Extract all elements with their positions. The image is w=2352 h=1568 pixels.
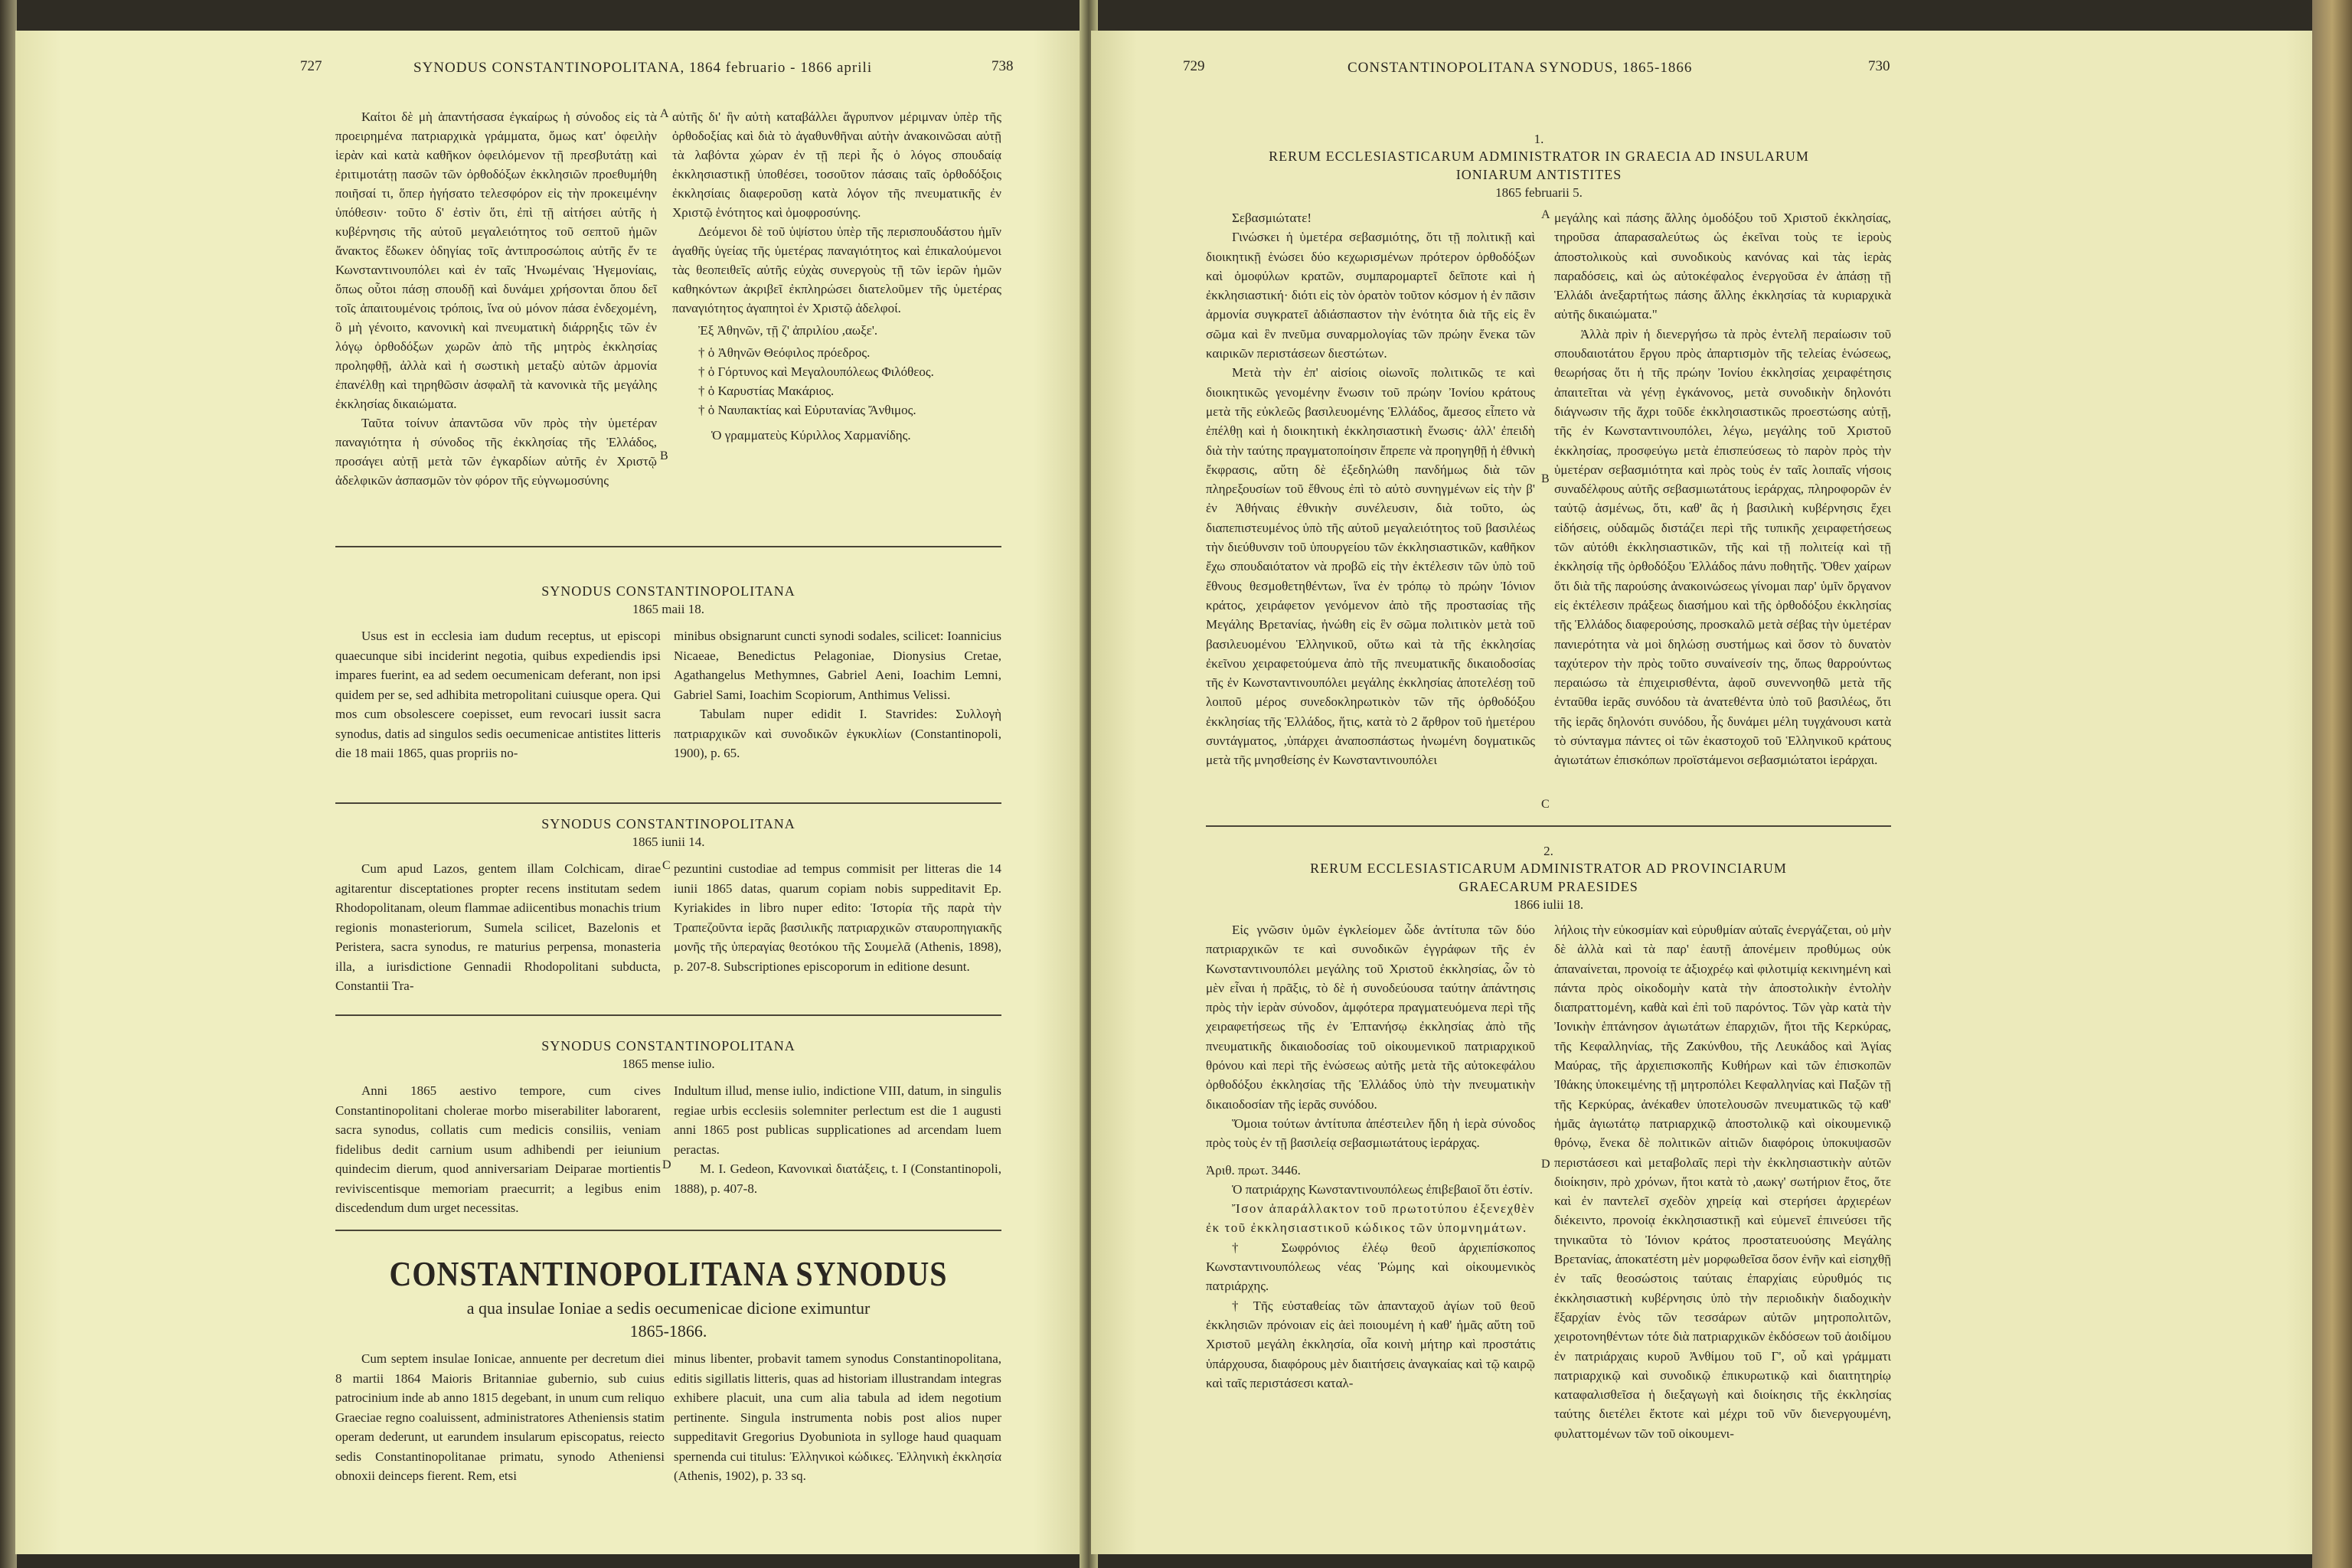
book-edge-right <box>2312 0 2352 1568</box>
column-number-right: 738 <box>991 58 1014 74</box>
greek-column-right <box>1554 208 1891 770</box>
section-date: 1865 mense iulio. <box>622 1057 715 1071</box>
latin-text: Indultum illud, mense iulio, indictione VIII, datum, in singulis regiae urbis ecclesiis solemniter perlectum est die 1 augusti anni 1865 post publicas supplicationes ad arcendam luem peractas. <box>674 1083 1001 1157</box>
secretary: Ὁ γραμματεὺς Κύριλλος Χαρμανίδης. <box>711 428 911 443</box>
greek-letter-right-column <box>672 107 1001 445</box>
latin-text: pezuntini custodiae ad tempus commisit per litteras die 14 iunii 1865 datas, quarum copiam nobis suppeditavit Ep. Kyriakides in libro nuper edito: Ἱστορία τῆς παρὰ τὴν Τραπεζοῦντα ἱερᾶς βασιλικῆς πατριαρχικῶν σταυροπηγιακῆς μονῆς τῆς ὑπεραγίας θεοτόκου τῆς Σουμελᾶ (Athenis, 1898), p. 207-8. Subscriptiones episcoporum in editione desunt. <box>674 861 1001 974</box>
chapter-title: CONSTANTINOPOLITANA SYNODUS <box>389 1253 948 1294</box>
signature: † ὁ Ναυπακτίας καὶ Εὐρυτανίας Ἄνθιμος. <box>698 403 916 417</box>
column-number-left: 727 <box>300 58 322 74</box>
running-head-left: SYNODUS CONSTANTINOPOLITANA, 1864 februario - 1866 aprili <box>413 60 873 76</box>
greek-date: Ἐξ Ἀθηνῶν, τῇ ζ' ἀπριλίου ,αωξε'. <box>698 323 878 338</box>
latin-column-left <box>335 1081 661 1218</box>
greek-text: Καίτοι δὲ μὴ ἀπαντήσασα ἐγκαίρως ἡ σύνοδος εἰς τὰ προειρημένα πατριαρχικὰ γράμματα, ὅμως κατ' ὀφειλὴν ἱερὰν καὶ κατὰ καθῆκον ὀφειλόμενον τῇ πρεσβυτάτῃ καὶ ἐριτιμοτάτῃ πασῶν τῶν ὀρθοδόξων ἐκκλησιῶν προεθυμήθη ποιῆσαί τι, ὅπερ ἠγήσατο τελεσφόρον εἰς τὴν προκειμένην ὑπόθεσιν· τοῦτο δ' ἐστὶν ὅτι, ἐπὶ τῇ αἰτήσει αὐτῆς ἡ κυβέρνησις τῆς αὐτοῦ μεγαλειότητος τοῦ σεπτοῦ ἡμῶν ἄνακτος ἔδωκεν ὁδηγίας τοῖς ἀντιπροσώποις αὐτῆς ἔν τε Κωνσταντινουπόλει καὶ ἐν ταῖς Ἠνωμέναις Ἡγεμονίαις, ὅπως οὗτοι πάσῃ σπουδῇ καὶ δυνάμει χρήσονται ὅπου δεῖ τοῖς ἀπαιτουμένοις τρόποις, ἵνα οὐ μόνον πάσα ἐνδεχομένη, ὃ μὴ γένοιτο, κανονικὴ καὶ πνευματικὴ διάρρηξις τῶν ἐν λόγῳ ὀρθοδόξων χωρῶν ἀπὸ τῆς μητρὸς ἐκκλησίας προληφθῇ, ἀλλὰ καὶ ἡ σωστικὴ μεταξὺ αὐτῶν ἁρμονία ἐπανέλθῃ καὶ τηρηθῶσιν ἀσφαλῆ τὰ κανονικὰ τῆς μεγάλης ἐκκλησίας δικαιώματα. <box>335 109 657 411</box>
latin-column-left <box>335 1349 665 1486</box>
running-head-right: CONSTANTINOPOLITANA SYNODUS, 1865-1866 <box>1348 60 1693 76</box>
margin-letter: C <box>1541 798 1550 811</box>
signature: † ὁ Καρυστίας Μακάριος. <box>698 384 835 398</box>
document-title: IONIARUM ANTISTITES <box>1455 167 1622 182</box>
document-date: 1866 iulii 18. <box>1513 897 1584 912</box>
latin-text: Anni 1865 aestivo tempore, cum cives Constantinopolitani cholerae morbo miserabiliter laborarent, sacra synodus, collatis cum medicis consiliis, veniam fidelibus dedit carnium usum adhibendi per ieiunium quindecim dierum, quod anniversariam Deiparae mortientis reviviscentisque memoriam praecurrit; a legibus enim discedendum dum urget necessitas. <box>335 1083 661 1215</box>
greek-column-right <box>1554 920 1891 1443</box>
greek-text: αὐτῆς δι' ἣν αὐτὴ καταβάλλει ἄγρυπνον μέριμναν ὑπὲρ τῆς ὀρθοδοξίας καὶ διὰ τὸ ἀγαθυνθῆναι αὐτὴν ἀνακοινῶσαι αὐτῇ τὰ λαβόντα χώραν ἐν τῇ περὶ ἧς ὁ λόγος σπουδαίᾳ ἐκκλησιαστικῇ ὑποθέσει, τοσοῦτον πάσαις ταῖς ὀρθοδόξοις ἐκκλησίαις διαφεροῦσῃ κατὰ λόγον τῆς πνευματικῆς ἐν Χριστῷ ἑνότητος καὶ ὁμοφροσύνης. <box>672 109 1001 220</box>
greek-text: † Σωφρόνιος ἐλέῳ θεοῦ ἀρχιεπίσκοπος Κωνσταντινουπόλεως νέας Ῥώμης καὶ οἰκουμενικὸς πατριάρχης. <box>1206 1240 1535 1294</box>
greek-text: Γινώσκει ἡ ὑμετέρα σεβασμιότης, ὅτι τῇ πολιτικῇ καὶ διοικητικῇ ἑνώσει δύο κεχωρισμένων πρότερον ὀρθοδόξων καὶ ὁμοφύλων κρατῶν, συμπαρομαρτεῖ δεῖποτε καὶ ἡ ἐκκλησιαστική· διότι εἰς τὸν ὁρατὸν τοῦτον κόσμον ἡ ἐν πᾶσιν ἁρμονία συγκρατεῖ ἀδιάσπαστον τὴν ἑνότητα διὰ τῆς εἰς ἓν σῶμα καὶ ἓν πνεῦμα συναρμολογίας τῶν πρώην ἕνεκα τῶν καιρικῶν περιστάσεων διεστώτων. <box>1206 230 1535 361</box>
chapter-date: 1865-1866. <box>629 1321 707 1341</box>
greeting: Σεβασμιώτατε! <box>1232 211 1312 225</box>
greek-text: Ὅμοια τούτων ἀντίτυπα ἀπέστειλεν ἤδη ἡ ἱερὰ σύνοδος πρὸς τοὺς ἐν τῇ βασιλείᾳ σεβασμιωτάτους ἱεράρχας. <box>1206 1116 1535 1151</box>
divider <box>335 802 1001 804</box>
right-page <box>1091 31 2316 1554</box>
margin-letter: D <box>1541 1158 1550 1171</box>
book-edge-left <box>0 0 17 1568</box>
divider <box>335 546 1001 547</box>
document-title: RERUM ECCLESIASTICARUM ADMINISTRATOR IN GRAECIA AD INSULARUM <box>1269 149 1809 164</box>
greek-text: Ἀλλὰ πρὶν ἡ διενεργήσω τὰ πρὸς ἐντελῆ περαίωσιν τοῦ σπουδαιοτάτου ἔργου πρὸς ἀπαρτισμὸν τῆς τελείας ἑνώσεως, θεωρήσας ὅτι ἡ τῆς πρώην Ἰονίου ἐκκλησίας χειραφέτησις ἀπαιτεῖται νὰ γένῃ ἐγκάνονος, μετὰ συνοδικὴν δηλονότι διάγνωσιν τῆς ἄχρι τοῦδε ἐκκλησιαστικῶς προεστώσης αὐτῇ, τῆς ἐν Κωνσταντινουπόλει, λέγω, μεγάλης τοῦ Χριστοῦ ἐκκλησίας, προσφεύγω μετὰ ἐπισπεύσεως τὸ παρὸν πρὸς τὴν ὑμετέραν σεβασμιότητα καὶ πρὸς τοὺς ἐν ταῖς λοιπαῖς νήσοις συναδέλφους αὐτῆς σεβασμιωτάτους ἱεράρχας, πληροφορῶν ἐν ταὐτῷ ἀσμένως, ὅτι, καθ' ἃς ἡ βασιλικὴ κυβέρνησις ἔχει εἰδήσεις, οὐδαμῶς διστάζει περὶ τῆς τυπικῆς χειραφετήσεως τῶν αὐτόθι ἐκκλησιαστικῶν, τῆς καὶ τῇ πολιτείᾳ καὶ τῇ ἐκκλησίᾳ τῆς ὀρθοδόξου Ἑλλάδος πάνυ ποθητῆς. Ὅθεν χαίρων ὅτι διὰ τῆς παρούσης ἀνακοινώσεως γίνομαι παρ' ὑμῖν ὄργανον εἰς ἐκτέλεσιν πράξεως διασήμου καὶ τῆς ὀρθοδόξου ἐκκλησίας τῆς Ἑλλάδος διαφερούσης, προσκαλῶ μετὰ σέβας τὴν ὑμετέραν πανιερότητα νὰ μοὶ δηλώσῃ συστήμως καὶ ὅσον τὸ δυνατὸν ταχύτερον τὴν πρὸς τοῦτο συναίνεσίν της, ὅπως θαρρούντως περαιώσω τὰ ἐπιχειρισθέντα, ἀφοῦ συνεννοηθῶ μετὰ τῆς ἐνταῦθα ἱερᾶς συνόδου τὰ ἀνατεθέντα ὑπὸ τοῦ βασιλέως, ὅτι τῆς ἱερᾶς δηλονότι συνόδου, ἧς δυνάμει μέλη τυγχάνουσι κατὰ τὸ σύνταγμα πάντες οἱ τῶν ἑκαστοχοῦ τοῦ Ἑλληνικοῦ κράτους ἁγιωτάτων ἐπισκόπων προϊστάμενοι σεβασμιώτατοι ἱεράρχαι. <box>1554 326 1891 768</box>
latin-text: minibus obsignarunt cuncti synodi sodales, scilicet: Ioannicius Nicaeae, Benedictus Pelagoniae, Dionysius Cretae, Agathangelus Methymnes, Gabriel Aeni, Ioachim Lemni, Gabriel Sami, Ioachim Scopiorum, Anthimus Velissi. <box>674 629 1001 702</box>
document-number: 2. <box>1544 844 1553 858</box>
document-number: 1. <box>1534 132 1544 146</box>
greek-text: Δεόμενοι δὲ τοῦ ὑψίστου ὑπὲρ τῆς περισπουδάστου ἡμῖν ἀγαθῆς ὑγείας τῆς ὑμετέρας παναγιότητος καὶ ἐπικαλούμενοι τὰς θεοπειθεῖς αὐτῆς εὐχὰς συνεργοὺς τῇ τῶν ἱερῶν ἡμῶν καθηκόντων ἀκριβεῖ ἐκπληρώσει διατελοῦμεν τῆς ὑμετέρας παναγιότητος ἀγαπητοὶ ἐν Χριστῷ ἀδελφοί. <box>672 224 1001 315</box>
latin-text: Cum apud Lazos, gentem illam Colchicam, dirae agitarentur disceptationes propter recens institutam sedem Rhodopolitanam, oleum flammae adiicentibus monachis trium regionis monasteriorum, Sumela scilicet, Bazelonis et Peristera, sacra synodus, re maturius perpensa, monasteria illa, a iurisdictione Gennadii Rhodopolitani subducta, Constantii Tra- <box>335 861 661 993</box>
latin-column-left <box>335 626 661 763</box>
section-heading: SYNODUS CONSTANTINOPOLITANA <box>541 816 795 831</box>
greek-column-left <box>1206 920 1535 1393</box>
column-number-right: 730 <box>1868 58 1890 74</box>
latin-text: Usus est in ecclesia iam dudum receptus, ut episcopi quaecunque sibi inciderint negotia, quibus expediendis ipsi impares fuerint, ea ad sedem oecumenicam deferant, non ipsi quidem per se, sed adhibita metropolitani cuiusque opera. Qui mos cum obsolescere coepisset, eum revocari iussit sacra synodus, datis ad singulos sedis oecumenicae antistites litteris die 18 maii 1865, quas propriis no- <box>335 629 661 760</box>
section-heading: SYNODUS CONSTANTINOPOLITANA <box>541 583 795 599</box>
margin-letter: A <box>660 107 669 120</box>
section-heading: SYNODUS CONSTANTINOPOLITANA <box>541 1038 795 1054</box>
signature: † ὁ Ἀθηνῶν Θεόφιλος πρόεδρος. <box>698 345 871 360</box>
divider <box>335 1014 1001 1016</box>
latin-text: Tabulam nuper edidit I. Stavrides: Συλλογὴ πατριαρχικῶν καὶ συνοδικῶν ἐγκυκλίων (Constantinopoli, 1900), p. 65. <box>674 707 1001 760</box>
latin-text: M. I. Gedeon, Κανονικαὶ διατάξεις, t. I (Constantinopoli, 1888), p. 407-8. <box>674 1161 1001 1196</box>
signature-list <box>672 343 1001 420</box>
signature: † ὁ Γόρτυνος καὶ Μεγαλουπόλεως Φιλόθεος. <box>698 364 934 379</box>
document-title: GRAECARUM PRAESIDES <box>1459 879 1638 894</box>
left-page <box>15 31 1083 1554</box>
column-number-left: 729 <box>1183 58 1205 74</box>
margin-letter: A <box>1541 208 1550 221</box>
chapter-subtitle: a qua insulae Ioniae a sedis oecumenicae dicione eximuntur <box>466 1298 871 1318</box>
greek-text: † Τῆς εὐσταθείας τῶν ἁπανταχοῦ ἁγίων τοῦ θεοῦ ἐκκλησιῶν πρόνοιαν εἰς ἀεὶ ποιουμένη ἡ καθ' ἡμᾶς αὕτη τοῦ Χριστοῦ μεγάλη ἐκκλησία, οἷα κοινὴ μήτηρ καὶ προστάτις ὑπάρχουσα, διαφόρους μὲν διαιτήσεις ἀναγκαίας καὶ τῷ καιρῷ καὶ ταῖς περιστάσεσι καταλ- <box>1206 1298 1535 1390</box>
latin-column-right <box>674 1349 1001 1486</box>
greek-text: Ταῦτα τοίνυν ἀπαντῶσα νῦν πρὸς τὴν ὑμετέραν παναγιότητα ἡ σύνοδος τῆς ἐκκλησίας τῆς Ἑλλάδος, προσάγει αὐτῇ μετὰ τῶν ἐγκαρδίων αὐτῆς ἐν Χριστῷ ἀδελφικῶν ἀσπασμῶν τὸν φόρον τῆς εὐγνωμοσύνης <box>335 416 657 488</box>
latin-column-right <box>674 859 1001 976</box>
greek-text: μεγάλης καὶ πάσης ἄλλης ὁμοδόξου τοῦ Χριστοῦ ἐκκλησίας, τηροῦσα ἀπαρασαλεύτως ὡς ἐκεῖναι τοὺς τε ἱεροὺς ἀποστολικοὺς καὶ συνοδικοὺς κανόνας καὶ τὰς ἱερὰς παραδόσεις, καὶ ὡς αὐτοκέφαλος ἐνεργοῦσα ἐν ἀπάσῃ τῇ Ἑλλάδι ἀνεξαρτήτως πάσης ἄλλης ἐκκλησίας τὰ κυριαρχικὰ αὐτῆς δικαιώματα." <box>1554 211 1891 322</box>
document-date: 1865 februarii 5. <box>1495 185 1583 200</box>
divider <box>1206 825 1891 827</box>
latin-text: minus libenter, probavit tamem synodus Constantinopolitana, editis sigillatis litteris, quas ad historiam illustrandam integras exhibere placuit, una cum alia tabula ad idem negotium pertinente. Singula instrumenta nobis post alios nuper suppeditavit Gregorius Dyobuniota in sylloge haud quaquam spernenda cui titulus: Ἐλληνικοὶ κώδικες. Ἑλληνικὴ ἐκκλησία (Athenis, 1902), p. 33 sq. <box>674 1351 1001 1483</box>
latin-column-right <box>674 626 1001 763</box>
margin-letter: B <box>660 449 668 462</box>
document-title: RERUM ECCLESIASTICARUM ADMINISTRATOR AD PROVINCIARUM <box>1310 861 1787 876</box>
greek-letter-left-column <box>335 107 657 490</box>
latin-text: Cum septem insulae Ionicae, annuente per decretum diei 8 martii 1864 Maioris Britanniae gubernio, sub cuius patrocinium inde ab anno 1815 degebant, in unum cum reliquo Graeciae regno coaluissent, administratores Atheniensis statim operam dederunt, ut earundem insularum episcopatus, reiecto sedis Constantinopolitanae primatu, synodo Atheniensi obnoxii deinceps fierent. Rem, etsi <box>335 1351 665 1483</box>
greek-text: Ἴσον ἀπαράλλακτον τοῦ πρωτοτύπου ἐξενεχθὲν ἐκ τοῦ ἐκκλησιαστικοῦ κώδικος τῶν ὑπομνημάτων. <box>1206 1201 1535 1236</box>
greek-text: λήλοις τὴν εὐκοσμίαν καὶ εὐρυθμίαν αὐταῖς ἐνεργάζεται, οὐ μὴν δὲ ἀλλὰ καὶ τὰ παρ' ἑαυτῇ ἀπονέμειν προθύμως οὐκ ἀπαναίνεται, προνοίᾳ τε ἀξιοχρέῳ καὶ φιλοτιμίᾳ κεκινημένη καὶ πάντα πρὸς οἰκοδομὴν κατὰ τὴν ἀποστολικὴν ἐντολὴν διαπραττομένη, καθὰ καὶ ἐπὶ τοῦ παρόντος. Τῶν γὰρ κατὰ τὴν Ἰονικὴν ἑπτάνησον ἁγιωτάτων ἐπαρχιῶν, ἤτοι τῆς Κερκύρας, τῆς Κεφαλληνίας, τῆς Ζακύνθου, τῆς Λευκάδος καὶ Ἁγίας Μαύρας, τῆς ἀρχιεπισκοπῆς Κυθήρων καὶ τῶν ἐπισκοπῶν Ἰθάκης ὑποκειμένης τῇ μητροπόλει Κεφαλληνίας καὶ Παξῶν τῇ τῆς Κερκύρας, ἀνέκαθεν ὑποτελουσῶν πνευματικῶς τῷ καθ' ἡμᾶς ἁγιωτάτῳ πατριαρχικῷ ἀποστολικῷ καὶ οἰκουμενικῷ θρόνῳ, ἕνεκα δὲ πολιτικῶν αἰτιῶν διαφόροις ὑποκυψασῶν περιστάσεσι καὶ μεταβολαῖς περὶ τὴν ἐκκλησιαστικὴν αὐτῶν διοίκησιν, πρὸ χρόνων, ἤτοι κατὰ τὸ ,αωκγ' σωτήριον ἔτος, ὅτε καὶ ἐν παντελεῖ σχεδὸν χηρείᾳ καὶ στερήσει ἀρχιερέων διέκειντο, προνοίᾳ ἐκκλησιαστικῇ καὶ εὐμενεῖ ἐπινεύσει τῆς τηνικαῦτα τὸ Ἰόνιον κράτος προστατευούσης Μεγάλης Βρετανίας, ἀποκατέστη μὲν μορφωθεῖσα ὅσον ἐνῆν καὶ εἰσηχθῇ ἐν ταῖς θεοσώστοις ταύταις ἐπαρχίαις εὐρυθμός τις ἐκκλησιαστικὴ κυβέρνησις ὑπὸ τὴν περιοδικὴν διαδοχικὴν ἔξαρχίαν ἑνὸς τῶν τεσσάρων αὐτῶν μητροπολιτῶν, χειροτονηθέντων τότε διὰ πατριαρχικῶν ἐκδόσεων τοῦ ἀοιδίμου ἐν πατριάρχαις κυροῦ Ἀνθίμου τοῦ Γ', οὗ καὶ γράμματι πατριαρχικῷ καὶ συνοδικῷ ἐπικυρωτικῷ καὶ διαιτητηρίῳ καταφαλισθεῖσα ἡ διεξαγωγὴ καὶ διοίκησις τῆς ἐκκλησίας ταύτης διετέλει ἔκτοτε καὶ μέχρι τοῦ νῦν διενεργουμένη, φυλαττομένων τῶν τοῦ οἰκουμενι- <box>1554 923 1891 1441</box>
latin-column-left <box>335 859 661 996</box>
protocol-number: Ἀριθ. πρωτ. 3446. <box>1206 1162 1301 1178</box>
latin-column-right <box>674 1081 1001 1198</box>
greek-text: Ὁ πατριάρχης Κωνσταντινουπόλεως ἐπιβεβαιοῖ ὅτι ἐστίν. <box>1232 1181 1533 1197</box>
greek-column-left <box>1206 208 1535 770</box>
margin-letter: B <box>1541 472 1550 485</box>
margin-letter: D <box>662 1158 671 1171</box>
section-date: 1865 maii 18. <box>632 602 704 616</box>
margin-letter: C <box>662 859 671 872</box>
greek-text: Εἰς γνῶσιν ὑμῶν ἐγκλείομεν ὧδε ἀντίτυπα τῶν δύο πατριαρχικῶν τε καὶ συνοδικῶν ἐγγράφων τῆς ἐν Κωνσταντινουπόλει μεγάλης τοῦ Χριστοῦ ἐκκλησίας, ὧν τὸ μὲν εἶναι ἡ πρᾶξις, τὸ δὲ ἡ συνοδεύουσα ταύτην ἀπάντησις πρὸς τὴν ἱερὰν σύνοδον, ἀμφότερα πραγματευόμενα περὶ τῆς χειραφετήσεως τῆς ἐν Ἑπτανήσῳ ἐκκλησίας ἀπὸ τῆς πνευματικῆς δικαιοδοσίας τοῦ οἰκουμενικοῦ πατριαρχικοῦ θρόνου καὶ περὶ τῆς ἑνώσεως αὐτῆς μετὰ τῆς αὐτοκεφάλου ὀρθοδόξου ἐκκλησίας τῆς Ἑλλάδος ὑπὸ τὴν πνευματικὴν δικαιοδοσίαν τῆς ἱερᾶς συνόδου. <box>1206 923 1535 1112</box>
greek-text: Μετὰ τὴν ἐπ' αἰσίοις οἰωνοῖς πολιτικῶς τε καὶ διοικητικῶς γενομένην ἕνωσιν τοῦ πρώην Ἰονίου κράτους μετὰ τῆς εὐκλεῶς βασιλευομένης Ἑλλάδος, ἄμεσος εἶπετο νὰ ἐπέλθῃ καὶ ἡ διοικητικὴ ἐκκλησιαστικὴ ἕνωσις· ἀλλ' ἐπειδὴ διὰ τὴν ταύτης πραγματοποίησιν ἔπρεπε νὰ προηγηθῇ ἡ ἐθνικὴ ἔκφρασις, αὕτη δὲ ἐξεδηλώθη πανδήμως διὰ τῶν πληρεξουσίων τοῦ ἔθνους ἐπὶ τὸ αὐτὸ συνηγμένων εἰς τὴν β' ἐν Ἀθήναις ἐθνικὴν συνέλευσιν, διὰ τοῦτο, ὡς διαπεπιστευμένος ὑπὸ τῆς αὐτοῦ μεγαλειότητος τοῦ βασιλέως τὴν διεύθυνσιν τοῦ ὑπουργείου τῶν ἐκκλησιαστικῶν, καθῆκον ἔχω σπουδαιότατον νὰ προβῶ εἰς τὴν ἐκτέλεσιν τῶν ὑπὸ τοῦ ἔθνους θεσμοθετηθέντων, ἵνα ἐν τρόπῳ τὸ πρώην Ἰόνιον κράτος, χειράφετον γενόμενον ἀπὸ τῆς προστασίας τῆς Μεγάλης Βρετανίας, ἠνώθη εἰς ἓν σῶμα πολιτικὸν μετὰ τοῦ βασιλευομένου Ἑλληνικοῦ, οὕτω καὶ τὰ τῆς ἐκκλησίας ἐκεῖνου χειραφετούμενα ἀπὸ τῆς πνευματικῆς δικαιοδοσίας τῆς ἐν Κωνσταντινουπόλει μεγάλης ἐκκλησίας ἀποτελέσῃ τοῦ λοιποῦ μέρος συνεδοκληρωτικὸν τῶν τῆς ὀρθοδόξου ἐκκλησίας τῆς Ἑλλάδος, ἥτις, κατὰ τὸ 2 ἄρθρον τοῦ ἡμετέρου συντάγματος, ,ὑπάρχει ἀναποσπάστως ἡνωμένη δογματικῶς μετὰ τῆς μνησθείσης ἐν Κωνσταντινουπόλει <box>1206 365 1535 768</box>
divider <box>335 1230 1001 1231</box>
section-date: 1865 iunii 14. <box>632 835 705 849</box>
